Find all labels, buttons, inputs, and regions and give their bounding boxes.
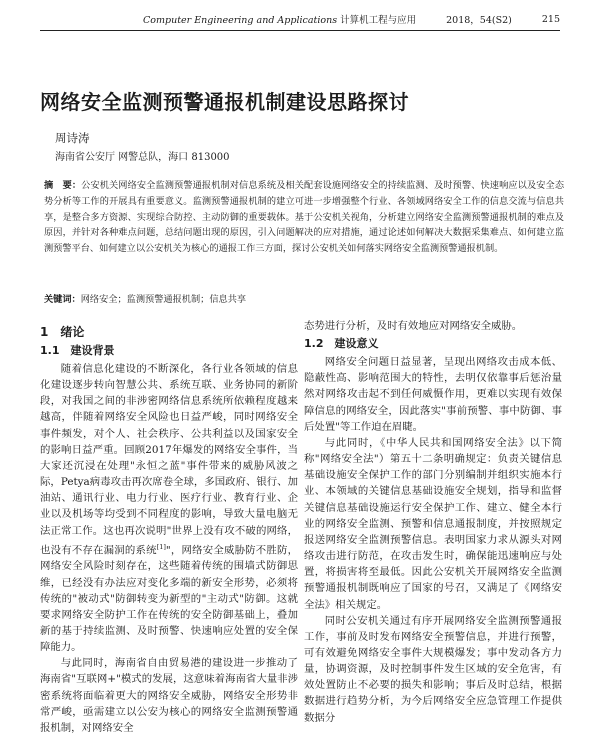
article-title: 网络安全监测预警通报机制建设思路探讨 — [40, 90, 409, 114]
citation-ref: [1] — [156, 542, 166, 551]
left-column — [40, 318, 298, 736]
right-column — [304, 318, 562, 726]
journal-name: Computer Engineering and Applications 计算机工程与应用 — [143, 15, 417, 26]
subsection-heading: 1.1 建设背景 — [40, 344, 115, 357]
keywords — [44, 291, 564, 305]
volume-info: 2018，54(S2) — [446, 15, 512, 26]
keywords-label: 关键词： — [44, 294, 81, 305]
abstract — [44, 178, 564, 257]
abstract-text: 公安机关网络安全监测预警通报机制对信息系统及相关配套设施网络安全的持续监测、及时预警、快速响应以及安全态势分析等工作的开展具有重要意义。监测预警通报机制的建立可进一步增强整个行业、各领域网络安全工作的信息交流与信息共享，是整合多方资源、实现综合防控、主动防御的重要载体。基于公安机关视角，分析建立网络安全监测预警通报机制的难点及原因，并针对各种难点问题，总结问题出现的原因，引入问题解决的应对措施，通过论述如何解决大数据采集难点、如何建立监测预警平台、如何建立以公安机关为核心的通报工作三方面，探讨公安机关如何落实网络安全监测预警通报机制。 — [44, 180, 565, 255]
section-heading: 1 绪论 — [40, 325, 85, 339]
subsection-heading: 1.2 建设意义 — [304, 337, 379, 351]
body-paragraph: 与此同时，海南省自由贸易港的建设进一步推动了海南省"互联网+"模式的发展，这意味着海南省大量非涉密系统将面临着更大的网络安全威胁，网络安全形势非常严峻，亟需建立以公安为核心的网络安全监测预警通报机制，对网络安全 — [40, 657, 298, 734]
keywords-text: 网络安全；监测预警通报机制；信息共享 — [80, 294, 247, 305]
body-paragraph: 同时公安机关通过有序开展网络安全监测预警通报工作，事前及时发布网络安全预警信息，并进行预警，可有效避免网络安全事件大规模爆发；事中发动各方力量，协调资源，及时控制事件发生区域的安全危害，有效处置防止不必要的损失和影响；事后及时总结，根据数据进行趋势分析，为今后网络安全应急管理工作提供数据分 — [304, 614, 562, 724]
author-name: 周诗涛 — [55, 131, 90, 145]
abstract-label: 摘 要： — [44, 180, 82, 191]
running-header — [40, 8, 560, 31]
body-paragraph: 随着信息化建设的不断深化，各行业各领域的信息化建设逐步转向智慧公共、系统互联、业务协同的新阶段，对我国之间的非涉密网络信息系统所依赖程度越来越高，伴随着网络安全风险也日益严峻，同时网络安全事件频发，对个人、社会秩序、公共利益以及国家安全的影响日益严重。回顾2017年爆发的网络安全事件，当大家还沉浸在处理"永恒之蓝"事件带来的威胁风波之际，Petya病毒攻击再次席卷全球，多国政府、银行、加油站、通讯行业、电力行业、医疗行业、教育行业、企业以及机场等均受到不同程度的影响，导致大量电脑无法正常工作。这也再次说明"世界上没有攻不破的网络，也没有不存在漏洞的系统[1]"，网络安全威胁防不胜防，网络安全风险时刻存在，这些随着传统的围墙式防御思维，已经没有办法应对变化多端的新安全形势，必须将传统的"被动式"防御转变为新型的"主动式"防御。这就要求网络安全防护工作在传统的安全防御基础上，叠加新的基于持续监测、及时预警、快速响应处置的安全保障能力。 — [40, 363, 299, 654]
body-paragraph: 态势进行分析，及时有效地应对网络安全威胁。 — [304, 320, 523, 332]
body-paragraph: 与此同时，《中华人民共和国网络安全法》以下简称"网络安全法"）第五十二条明确规定：负责关键信息基础设施安全保护工作的部门分别编制并组织实施本行业、本领域的关键信息基础设施安全规划，指导和监督关键信息基础设施运行安全保护工作、建立、健全本行业的网络安全监测、预警和信息通报制度，并按照规定报送网络安全监测预警信息。表明国家力求从源头对网络攻击进行防范，在攻击发生时，确保能迅速响应与处置，将损害将至最低。因此公安机关开展网络安全监测预警通报机制既响应了国家的号召，又满足了《网络安全法》相关规定。 — [304, 436, 562, 611]
body-paragraph: 网络安全问题日益显著，呈现出网络攻击成本低、隐蔽性高、影响范围大的特性，去明仅依靠事后惩治量然对网络攻击起不到任何威慑作用，更难以实现有效保障信息的网络安全，因此落实"事前预警、事中防御、事后处置"等工作迫在眉睫。 — [304, 356, 562, 433]
page-number: 215 — [541, 13, 560, 25]
author-affiliation: 海南省公安厅 网警总队，海口 813000 — [55, 152, 230, 163]
